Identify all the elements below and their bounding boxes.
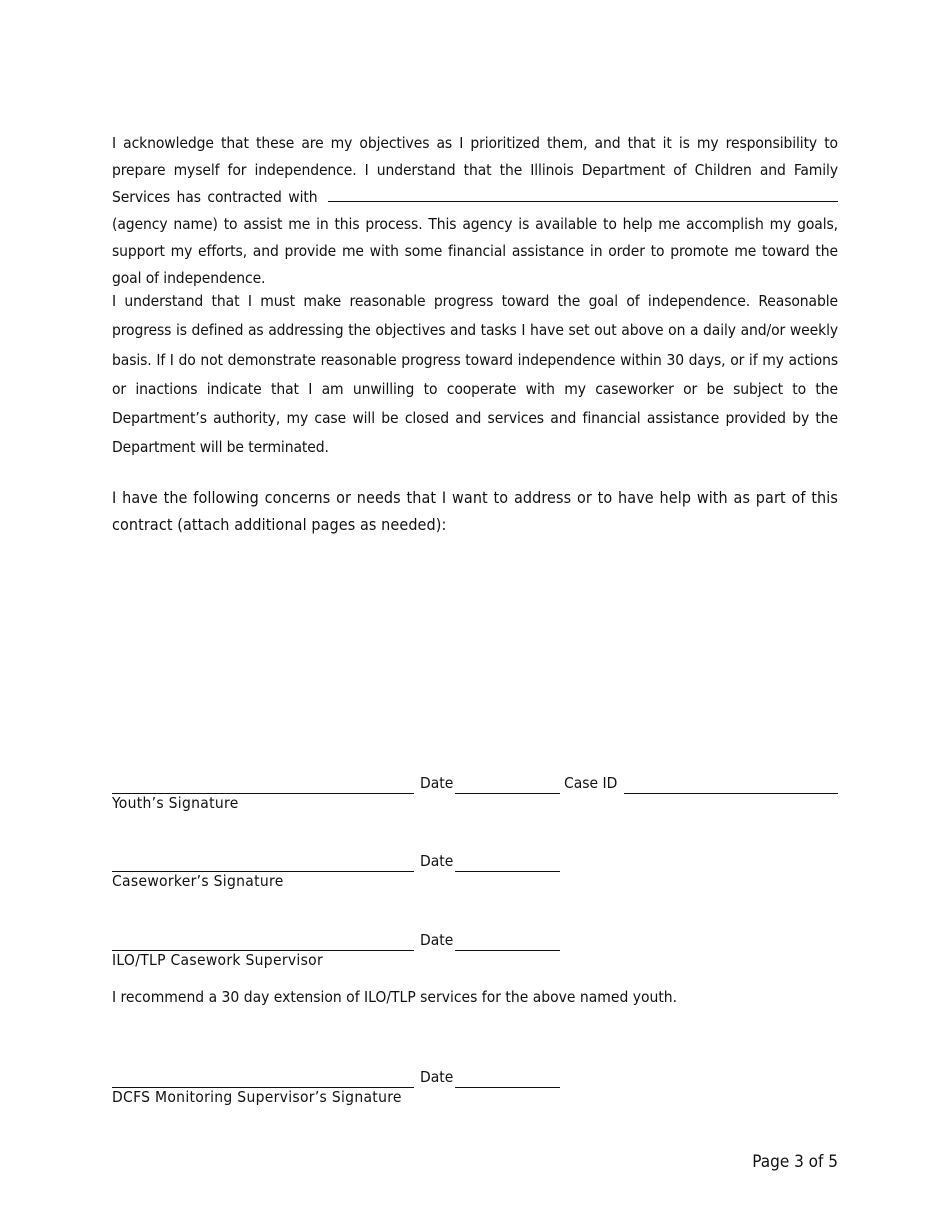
acknowledgement-paragraph [112, 130, 838, 292]
caseworker-date-line[interactable] [455, 871, 560, 872]
monitoring-signature-caption: DCFS Monitoring Supervisor’s Signature [112, 1088, 402, 1106]
acknowledgement-text-part2: to assist me in this process. This agency is available to help me accomplish my goals, support my efforts, and provide me with some financial assistance in order to promote me toward the goal of independence. [112, 215, 838, 287]
caseworker-signature-row [112, 850, 838, 872]
date-label: Date [420, 774, 454, 792]
supervisor-signature-caption: ILO/TLP Casework Supervisor [112, 951, 324, 969]
youth-signature-caption: Youth’s Signature [112, 794, 239, 812]
supervisor-date-line[interactable] [455, 950, 560, 951]
case-id-line[interactable] [624, 793, 838, 794]
extension-recommendation: I recommend a 30 day extension of ILO/TLP services for the above named youth. [112, 988, 678, 1006]
date-label: Date [420, 1068, 454, 1086]
youth-signature-row [112, 772, 838, 794]
concerns-paragraph: I have the following concerns or needs that I want to address or to have help with as part of this contract (attach additional pages as needed): [112, 488, 838, 534]
youth-date-line[interactable] [455, 793, 560, 794]
agency-name-label: (agency name) [112, 215, 218, 233]
case-id-label: Case ID [564, 774, 618, 792]
monitoring-date-line[interactable] [455, 1087, 560, 1088]
acknowledgement-text-part1: I acknowledge that these are my objectives as I prioritized them, and that it is my responsibility to prepare myself for independence. I understand that the Illinois Department of Children and Family Services has contracted with [112, 134, 838, 206]
monitoring-signature-row [112, 1066, 838, 1088]
page-number: Page 3 of 5 [752, 1152, 838, 1172]
agency-name-blank[interactable] [328, 200, 838, 202]
date-label: Date [420, 852, 454, 870]
progress-paragraph: I understand that I must make reasonable progress toward the goal of independence. Reasonable progress is defined as addressing the objectives and tasks I have set out above on a daily and/or weekly basis. If I do not demonstrate reasonable progress toward independence within 30 days, or if my actions or inactions indicate that I am unwilling to cooperate with my caseworker or be subject to the Department’s authority, my case will be closed and services and financial assistance provided by the Department will be terminated. [112, 292, 838, 457]
caseworker-signature-caption: Caseworker’s Signature [112, 872, 284, 890]
supervisor-signature-row [112, 929, 838, 951]
date-label: Date [420, 931, 454, 949]
concerns-writing-area[interactable] [112, 545, 838, 760]
